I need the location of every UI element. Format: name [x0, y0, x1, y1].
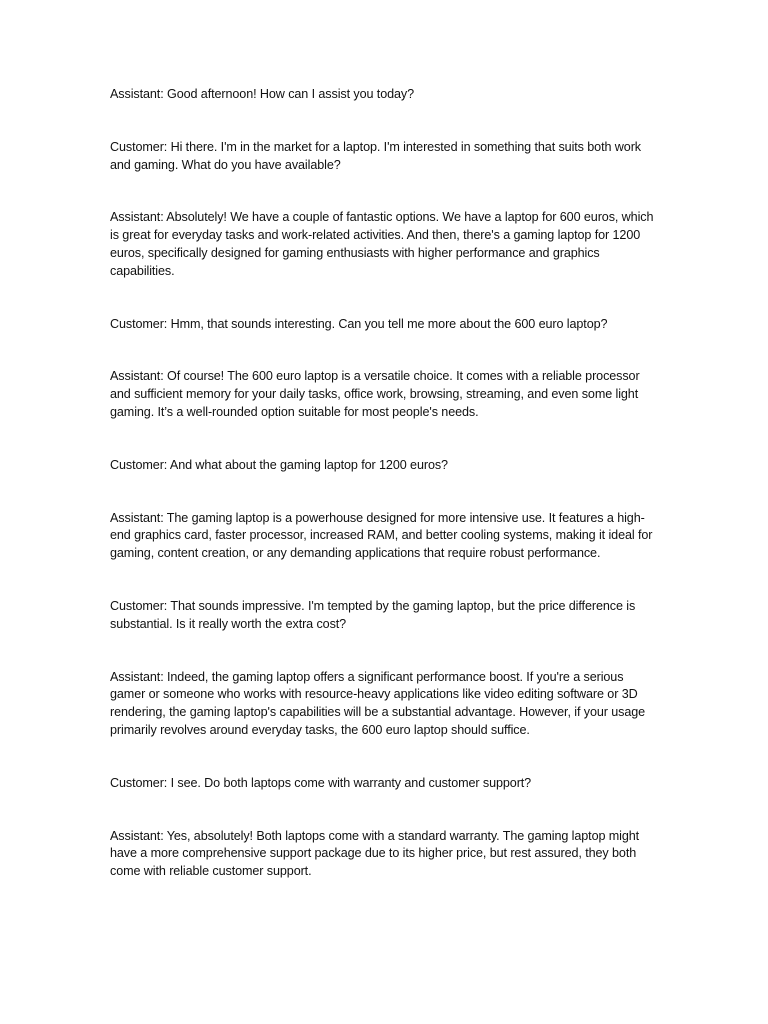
- customer-message: Customer: I see. Do both laptops come with warranty and customer support?: [110, 775, 532, 790]
- assistant-message: Assistant: The gaming laptop is a powerhouse designed for more intensive use. It features a high-end graphics card, faster processor, increased RAM, and better cooling systems, making it ideal for gaming, content creation, or any demanding applications that require robust performance.: [110, 510, 653, 561]
- conversation-transcript: [110, 86, 658, 916]
- assistant-message: Assistant: Indeed, the gaming laptop offers a significant performance boost. If you're a serious gamer or someone who works with resource-heavy applications like video editing software or 3D rendering, the gaming laptop's capabilities will be a substantial advantage. However, if your usage primarily revolves around everyday tasks, the 600 euro laptop should suffice.: [110, 669, 646, 737]
- assistant-message: Assistant: Good afternoon! How can I assist you today?: [110, 87, 415, 101]
- assistant-message: Assistant: Of course! The 600 euro laptop is a versatile choice. It comes with a reliable processor and sufficient memory for your daily tasks, office work, browsing, streaming, and even some light gaming. It’s a well-rounded option suitable for most people's needs.: [110, 369, 640, 419]
- assistant-message: Assistant: Absolutely! We have a couple of fantastic options. We have a laptop for 600 euros, which is great for everyday tasks and work-related activities. And then, there's a gaming laptop for 1200 euros, specifically designed for gaming enthusiasts with higher performance and graphics capabilities.: [110, 210, 654, 278]
- customer-message: Customer: Hi there. I'm in the market for a laptop. I'm interested in something that suits both work and gaming. What do you have available?: [110, 139, 641, 172]
- assistant-message: Assistant: Yes, absolutely! Both laptops come with a standard warranty. The gaming laptop might have a more comprehensive support package due to its higher price, but rest assured, they both come with reliable customer support.: [110, 828, 640, 879]
- customer-message: Customer: And what about the gaming laptop for 1200 euros?: [110, 457, 448, 472]
- customer-message: Customer: Hmm, that sounds interesting. Can you tell me more about the 600 euro laptop?: [110, 316, 608, 331]
- customer-message: Customer: That sounds impressive. I'm tempted by the gaming laptop, but the price difference is substantial. Is it really worth the extra cost?: [110, 598, 636, 631]
